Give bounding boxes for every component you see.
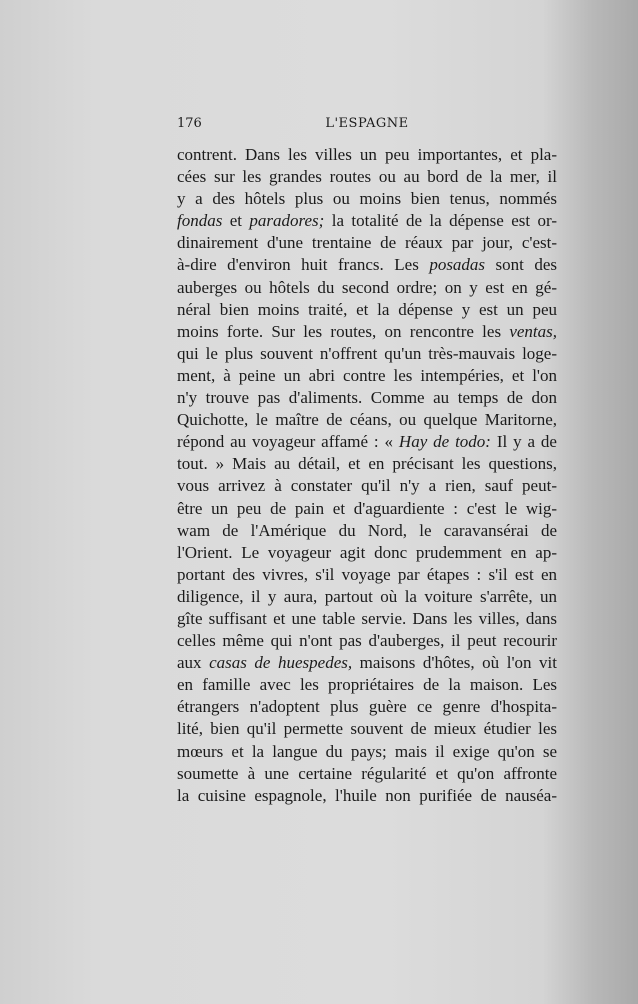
text-line <box>177 718 557 740</box>
text-run: la cuisine espagnole, l'huile non purifiée de nauséa- <box>177 785 557 805</box>
page-header <box>177 116 557 136</box>
text-line <box>177 254 557 276</box>
text-line <box>177 343 557 365</box>
italic-text: ventas, <box>509 321 557 341</box>
text-line <box>177 387 557 409</box>
italic-text: posadas <box>429 255 486 275</box>
text-run: wam de l'Amérique du Nord, le caravansérai de <box>177 520 557 540</box>
text-run: y a des hôtels plus ou moins bien tenus, nommés <box>177 189 557 209</box>
text-run: celles même qui n'ont pas d'auberges, il peut recourir <box>177 631 557 651</box>
text-line <box>177 365 557 387</box>
text-run: soumette à une certaine régularité et qu'on affronte <box>177 763 557 783</box>
text-run: répond au voyageur affamé : « <box>177 432 399 452</box>
italic-text: casas de huespedes, <box>209 653 353 673</box>
italic-text: fondas <box>177 211 223 231</box>
text-line <box>177 696 557 718</box>
text-run: tout. » Mais au détail, et en précisant les questions, <box>177 454 557 474</box>
text-line <box>177 630 557 652</box>
text-run: diligence, il y aura, partout où la voiture s'arrête, un <box>177 586 557 606</box>
text-run: lité, bien qu'il permette souvent de mieux étudier les <box>177 719 557 739</box>
text-line <box>177 210 557 232</box>
text-run: maisons d'hôtes, où l'on vit <box>352 653 557 673</box>
text-run: Il y a de <box>490 432 557 452</box>
text-line <box>177 785 557 807</box>
text-line <box>177 652 557 674</box>
text-run: être un peu de pain et d'aguardiente : c'est le wig- <box>177 498 557 518</box>
text-line <box>177 453 557 475</box>
text-line <box>177 232 557 254</box>
text-run: dinairement d'une trentaine de réaux par jour, c'est- <box>177 233 557 253</box>
text-run: gîte suffisant et une table servie. Dans les villes, dans <box>177 608 557 628</box>
text-line <box>177 475 557 497</box>
text-run: la totalité de la dépense est or- <box>324 211 557 231</box>
text-run: portant des vivres, s'il voyage par étapes : s'il est en <box>177 564 557 584</box>
text-line <box>177 763 557 785</box>
text-run: Quichotte, le maître de céans, ou quelque Maritorne, <box>177 410 557 430</box>
text-run: néral bien moins traité, et la dépense y est un peu <box>177 299 557 319</box>
text-line <box>177 321 557 343</box>
text-line <box>177 520 557 542</box>
text-line <box>177 144 557 166</box>
text-run: moins forte. Sur les routes, on rencontre les <box>177 321 510 341</box>
text-run: cées sur les grandes routes ou au bord de la mer, il <box>177 167 557 187</box>
text-line <box>177 299 557 321</box>
text-run: contrent. Dans les villes un peu importantes, et pla- <box>177 145 557 164</box>
text-line <box>177 498 557 520</box>
page-number: 176 <box>177 116 202 131</box>
text-line <box>177 542 557 564</box>
text-run: à-dire d'environ huit francs. Les <box>177 255 430 275</box>
text-run: n'y trouve pas d'aliments. Comme au temps de don <box>177 388 557 408</box>
text-run: mœurs et la langue du pays; mais il exige qu'on se <box>177 741 557 761</box>
text-line <box>177 431 557 453</box>
text-line <box>177 674 557 696</box>
text-line <box>177 166 557 188</box>
text-run: vous arrivez à constater qu'il n'y a rien, sauf peut- <box>177 476 557 496</box>
running-title: L'ESPAGNE <box>325 116 409 131</box>
text-run: l'Orient. Le voyageur agit donc prudemment en ap- <box>177 542 557 562</box>
text-run: ment, à peine un abri contre les intempéries, et l'on <box>177 365 557 385</box>
italic-text: paradores; <box>249 211 325 231</box>
text-run: en famille avec les propriétaires de la maison. Les <box>177 675 557 695</box>
italic-text: Hay de todo: <box>398 432 491 452</box>
text-line <box>177 586 557 608</box>
text-run: étrangers n'adoptent plus guère ce genre d'hospita- <box>177 697 557 717</box>
text-line <box>177 564 557 586</box>
text-run: auberges ou hôtels du second ordre; on y est en gé- <box>177 277 557 297</box>
text-run: et <box>222 211 250 231</box>
page-body-text <box>177 144 557 807</box>
text-line <box>177 741 557 763</box>
text-line <box>177 277 557 299</box>
text-line <box>177 608 557 630</box>
text-run: qui le plus souvent n'offrent qu'un très-mauvais loge- <box>177 343 557 363</box>
text-run: aux <box>177 653 210 673</box>
text-line <box>177 409 557 431</box>
text-line <box>177 188 557 210</box>
text-run: sont des <box>485 255 558 275</box>
